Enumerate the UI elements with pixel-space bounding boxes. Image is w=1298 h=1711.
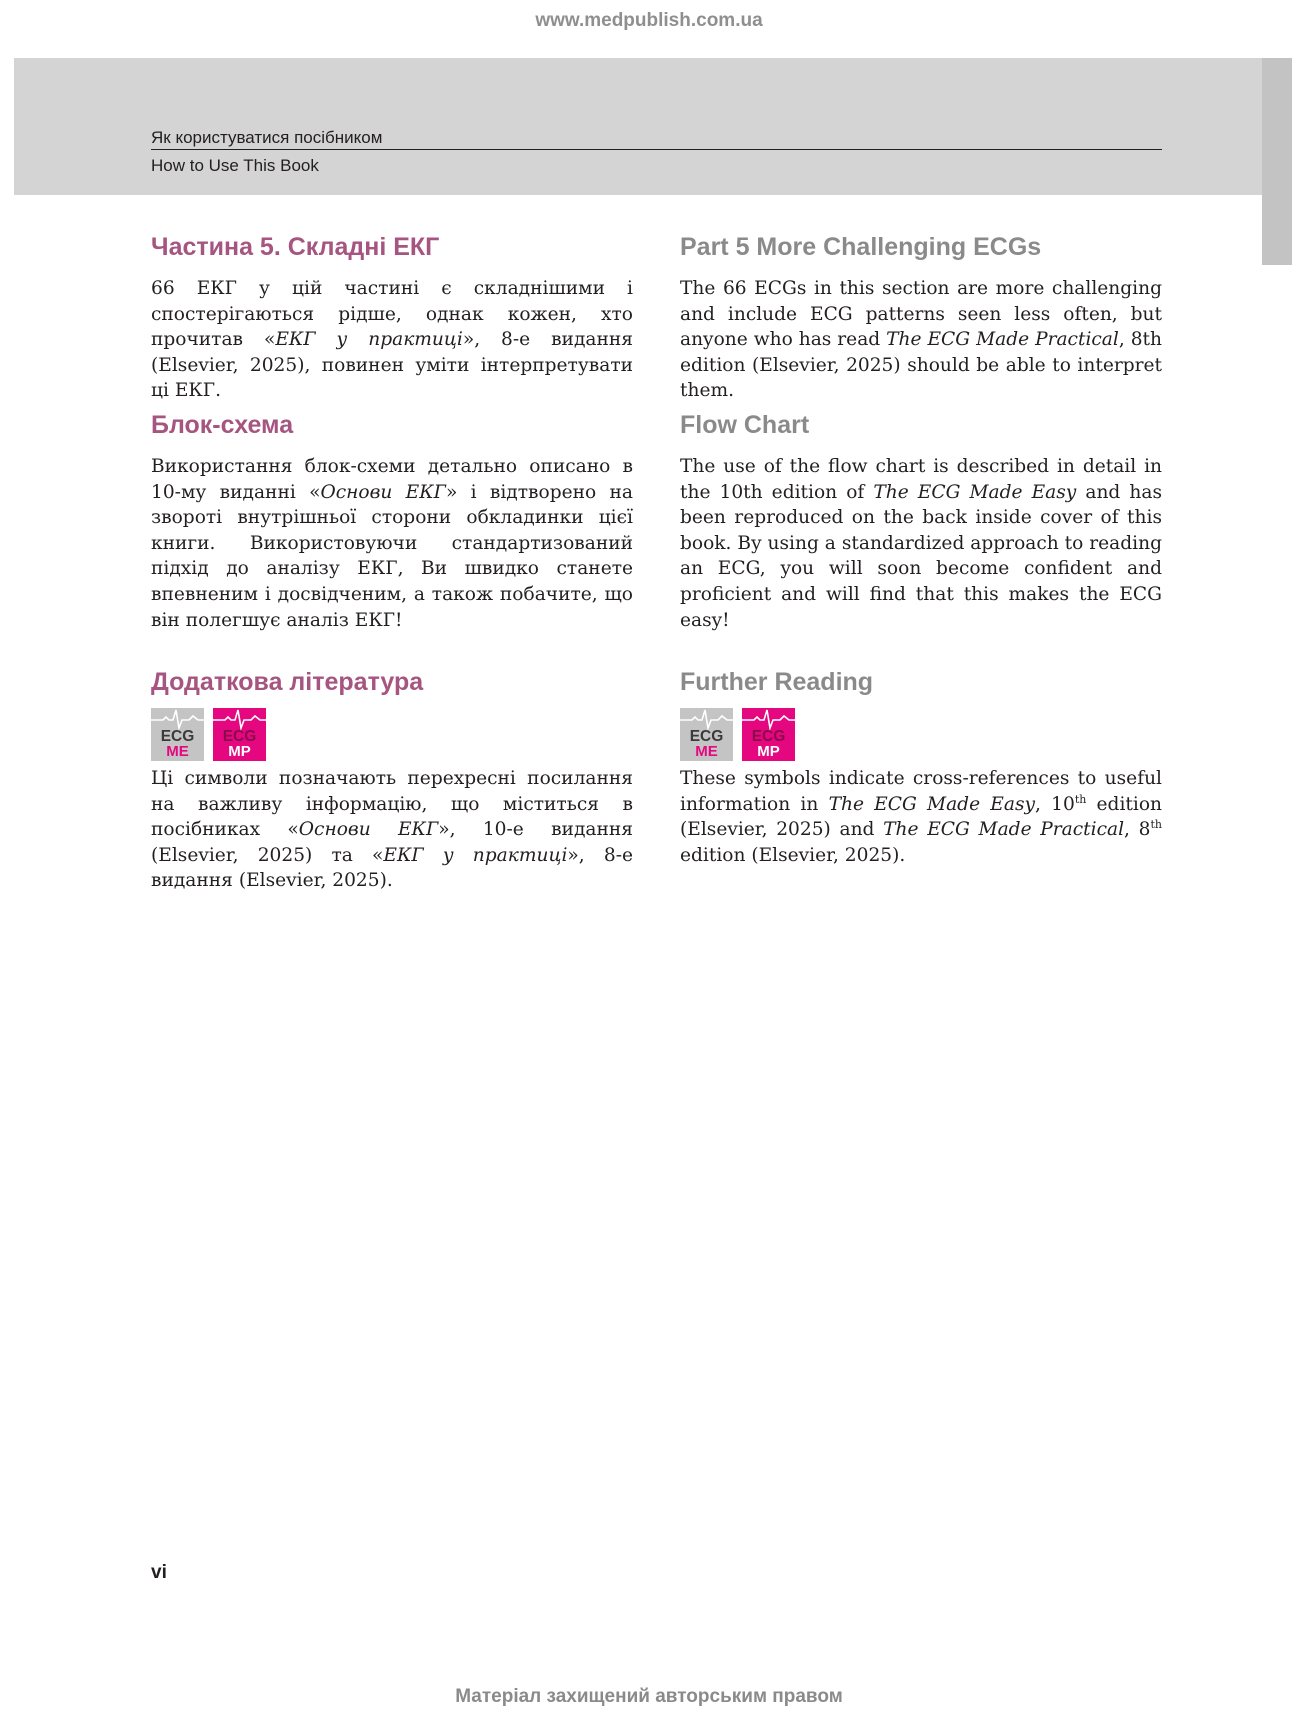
site-url: www.medpublish.com.ua [535,10,763,31]
ecg-mp-icon: ECG MP [742,708,795,761]
ecg-me-icon: ECG ME [151,708,204,761]
paragraph-flow-chart-uk: Використання блок-схеми детально описано в 10-му виданні «Основи ЕКГ» і відтворено на звороті внутрішньої сторони обкладинки цієї книги. Використовуючи стандартизований підхід до аналізу ЕКГ, Ви швидко станете впевненим і досвідченим, а також побачите, що він полегшує аналіз ЕКГ! [151,456,633,631]
paragraph-part5-uk: 66 ЕКГ у цій частині є складнішими і спостерігаються рідше, однак кожен, хто прочитав «ЕКГ у практиці», 8-е видання (Elsevier, 2025), повинен уміти інтерпретувати ці ЕКГ. [151,278,633,402]
paragraph-flow-chart-en: The use of the flow chart is described in detail in the 10th edition of The ECG Made Easy and has been reproduced on the back inside cover of this book. By using a standardized approach to reading an ECG, you will soon become confident and proficient and will find that this makes the ECG easy! [680,456,1163,631]
heading-part5-uk: Частина 5. Складні ЕКГ [151,233,440,261]
paragraph-further-reading-uk: Ці символи позначають перехресні посилання на важливу інформацію, що міститься в посібниках «Основи ЕКГ», 10-е видання (Elsevier, 2025) та «ЕКГ у практиці», 8-е видання (Elsevier, 2025). [151,768,633,892]
copyright-notice: Матеріал захищений авторським правом [455,1686,843,1707]
paragraph-part5-en: The 66 ECGs in this section are more challenging and include ECG patterns seen less often, but anyone who has read The ECG Made Practical, 8th edition (Elsevier, 2025) should be able to interpret them. [680,278,1162,402]
side-tab [1262,58,1292,265]
heading-further-reading-en: Further Reading [680,668,874,696]
running-head-uk: Як користуватися посібником [151,128,383,147]
heading-flow-chart-en: Flow Chart [680,411,810,439]
page-number: vi [151,1562,167,1583]
heading-further-reading-uk: Додаткова література [151,668,424,696]
ecg-me-icon: ECG ME [680,708,733,761]
heading-part5-en: Part 5 More Challenging ECGs [680,233,1042,261]
running-head-rule [151,149,1162,150]
ecg-mp-icon: ECG MP [213,708,266,761]
heading-flow-chart-uk: Блок-схема [151,411,294,439]
running-head-en: How to Use This Book [151,156,319,175]
paragraph-further-reading-en: These symbols indicate cross-references to useful information in The ECG Made Easy, 10th edition (Elsevier, 2025) and The ECG Made Practical, 8th edition (Elsevier, 2025). [680,768,1162,866]
